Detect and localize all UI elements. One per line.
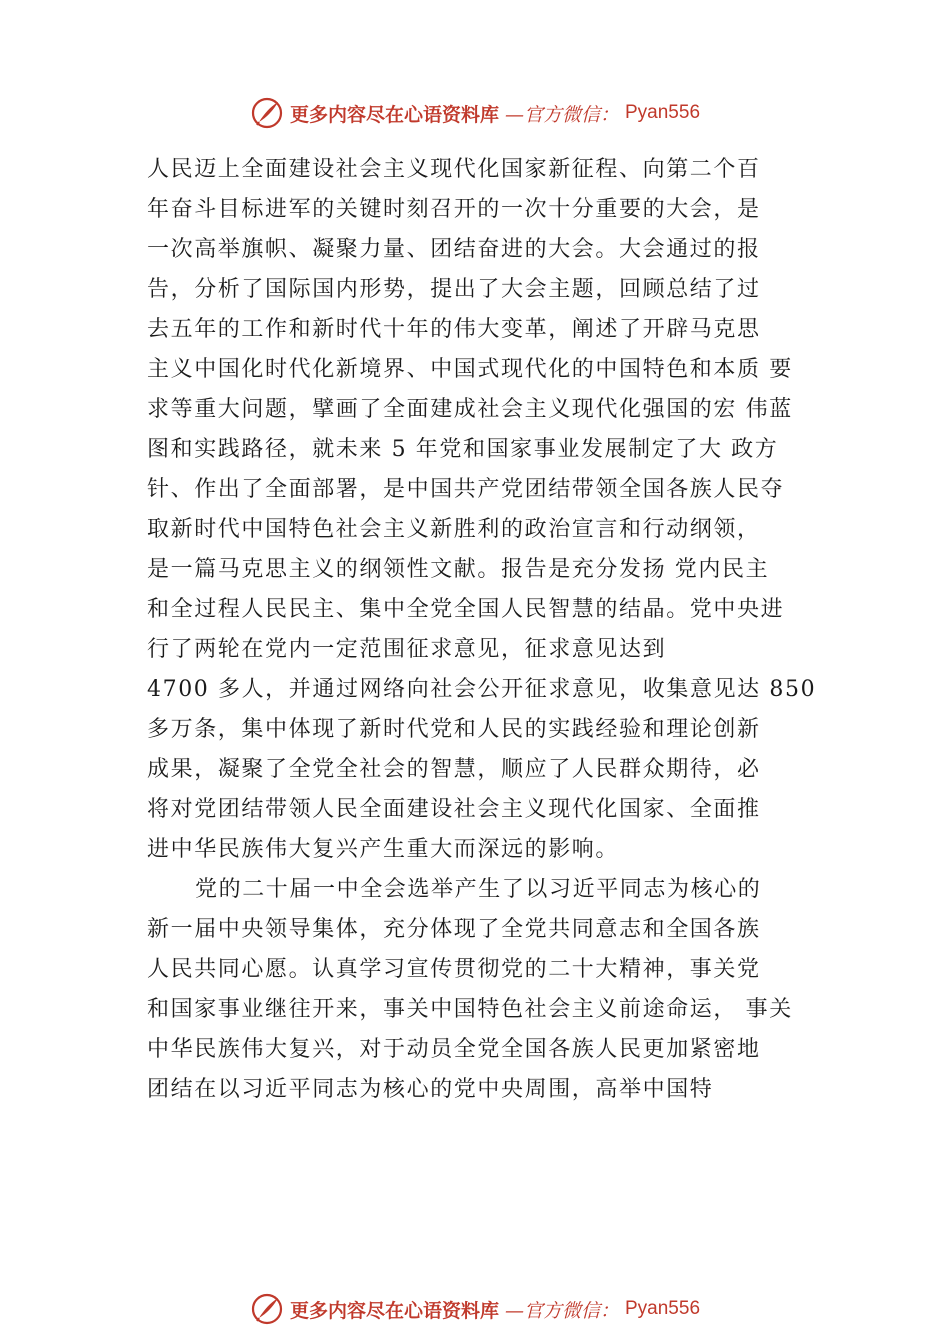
text-line: 人民共同心愿。认真学习宣传贯彻党的二十大精神，事关党 [147,957,761,982]
feather-pen-seal-icon [250,96,284,130]
watermark-brand: 更多内容尽在心语资料库 [289,1299,499,1322]
paragraph [147,870,837,1110]
watermark-account: Pyan556 [625,102,701,123]
text-line: 去五年的工作和新时代十年的伟大变革，阐述了开辟马克思 [147,317,761,342]
footer-watermark [0,1289,950,1329]
watermark-separator: —官方微信： [504,1299,619,1322]
text-line: 进中华民族伟大复兴产生重大而深远的影响。 [147,837,620,862]
document-body [147,150,837,1110]
watermark-account: Pyan556 [625,1298,701,1319]
watermark-separator: —官方微信： [504,103,619,126]
text-line: 新一届中央领导集体，充分体现了全党共同意志和全国各族 [147,917,761,942]
text-line: 一次高举旗帜、凝聚力量、团结奋进的大会。大会通过的报 [147,237,761,262]
text-line: 和国家事业继往开来，事关中国特色社会主义前途命运， 事关 [147,997,793,1022]
text-line: 4700 多人，并通过网络向社会公开征求意见，收集意见达 850 [147,677,817,702]
text-line: 将对党团结带领人民全面建设社会主义现代化国家、全面推 [147,797,761,822]
text-line: 行了两轮在党内一定范围征求意见，征求意见达到 [147,637,667,662]
text-line: 中华民族伟大复兴，对于动员全党全国各族人民更加紧密地 [147,1037,761,1062]
text-line: 团结在以习近平同志为核心的党中央周围，高举中国特 [147,1077,714,1102]
text-line: 人民迈上全面建设社会主义现代化国家新征程、向第二个百 [147,157,761,182]
text-line: 党的二十届一中全会选举产生了以习近平同志为核心的 [195,877,762,902]
text-line: 主义中国化时代化新境界、中国式现代化的中国特色和本质 要 [147,357,793,382]
text-line: 图和实践路径，就未来 5 年党和国家事业发展制定了大 政方 [147,437,779,462]
text-line: 取新时代中国特色社会主义新胜利的政治宣言和行动纲领， [147,517,761,542]
text-line: 是一篇马克思主义的纲领性文献。报告是充分发扬 党内民主 [147,557,770,582]
text-line: 多万条，集中体现了新时代党和人民的实践经验和理论创新 [147,717,761,742]
text-line: 求等重大问题，擘画了全面建成社会主义现代化强国的宏 伟蓝 [147,397,793,422]
feather-pen-seal-icon [250,1292,284,1326]
text-line: 年奋斗目标进军的关键时刻召开的一次十分重要的大会，是 [147,197,761,222]
text-line: 告，分析了国际国内形势，提出了大会主题，回顾总结了过 [147,277,761,302]
paragraph [147,150,837,870]
text-line: 成果，凝聚了全党全社会的智慧，顺应了人民群众期待，必 [147,757,761,782]
watermark-brand: 更多内容尽在心语资料库 [289,103,499,126]
text-line: 针、作出了全面部署，是中国共产党团结带领全国各族人民夺 [147,477,785,502]
header-watermark [0,93,950,133]
text-line: 和全过程人民民主、集中全党全国人民智慧的结晶。党中央进 [147,597,785,622]
